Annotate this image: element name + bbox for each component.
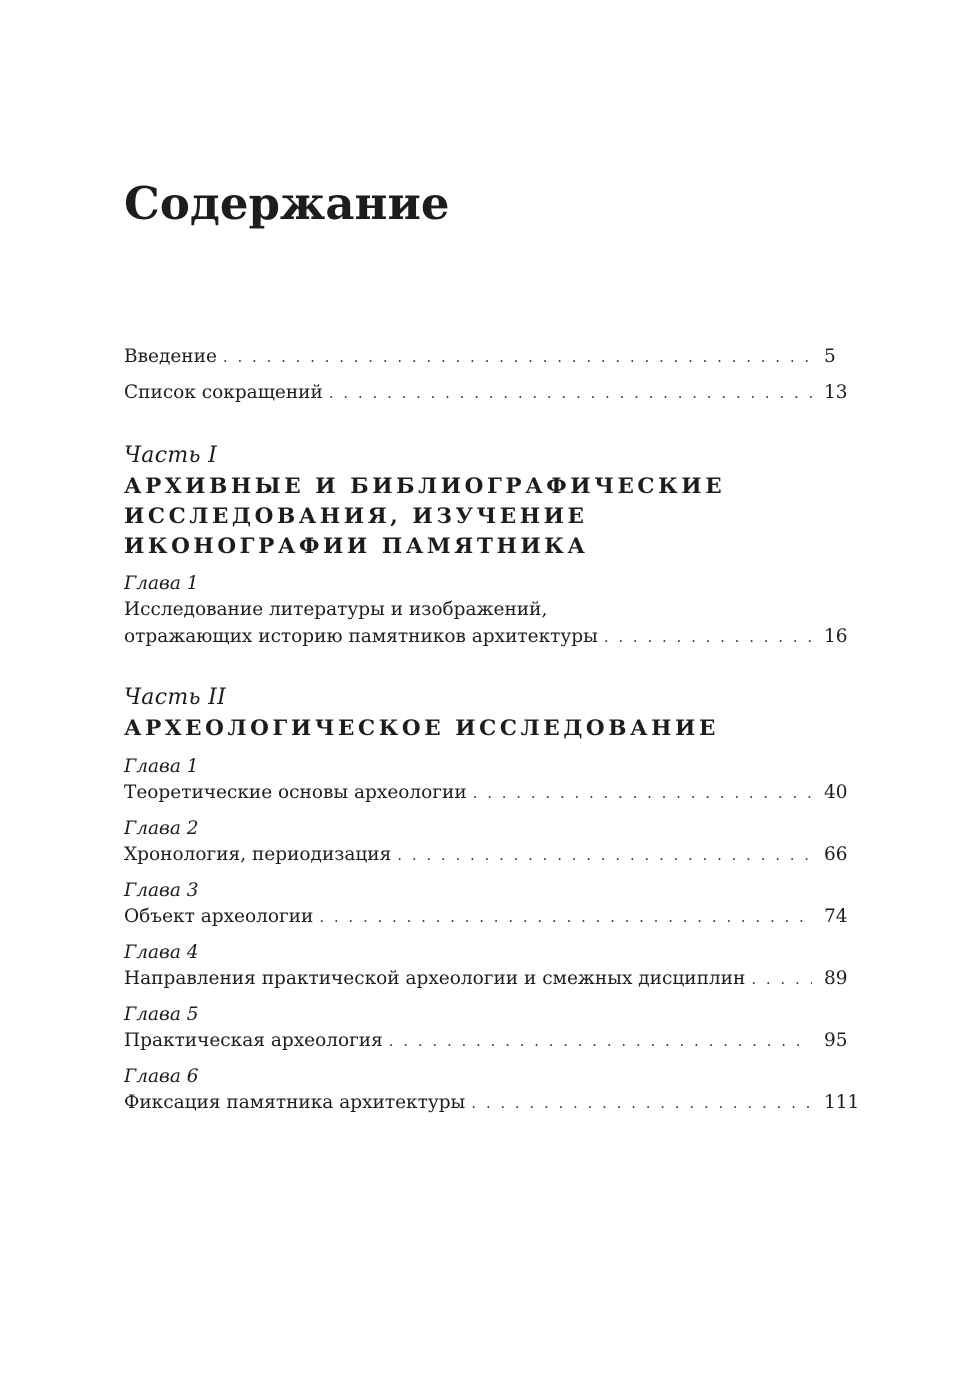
intro-entries bbox=[124, 343, 860, 406]
entry-title: Направления практической археологии и смежных дисциплин bbox=[124, 968, 746, 989]
part-label: Часть I bbox=[124, 443, 218, 468]
toc-entry-part2-chapter1[interactable] bbox=[124, 779, 860, 806]
page-number: 5 bbox=[824, 346, 836, 367]
dot-leader bbox=[751, 966, 812, 993]
entry-title: Теоретические основы археологии bbox=[124, 782, 467, 803]
entry-title: Введение bbox=[124, 346, 217, 367]
part-2-chapter-1 bbox=[124, 755, 860, 806]
toc-entry-part2-chapter5[interactable] bbox=[124, 1027, 860, 1054]
part-heading-line: АРХИВНЫЕ И БИБЛИОГРАФИЧЕСКИЕ bbox=[124, 474, 726, 499]
toc-entry-introduction[interactable] bbox=[124, 343, 860, 370]
entry-title: Хронология, периодизация bbox=[124, 844, 392, 865]
entry-title: Фиксация памятника архитектуры bbox=[124, 1092, 466, 1113]
part-heading bbox=[124, 472, 860, 562]
page-number: 13 bbox=[824, 382, 848, 403]
chapter-label: Глава 3 bbox=[124, 880, 199, 901]
toc-entry-abbreviations[interactable] bbox=[124, 379, 860, 406]
page-number: 66 bbox=[824, 844, 848, 865]
toc-entry-part2-chapter6[interactable] bbox=[124, 1089, 860, 1116]
page-number: 16 bbox=[824, 626, 848, 647]
chapter-label: Глава 4 bbox=[124, 942, 199, 963]
part-1 bbox=[124, 442, 860, 562]
page-number: 40 bbox=[824, 782, 848, 803]
toc-entry-part2-chapter2[interactable] bbox=[124, 841, 860, 868]
toc-entry-part1-chapter1[interactable] bbox=[124, 623, 860, 650]
page-number: 111 bbox=[824, 1092, 860, 1113]
chapter-label: Глава 2 bbox=[124, 818, 199, 839]
chapter-label: Глава 5 bbox=[124, 1004, 199, 1025]
part-label: Часть II bbox=[124, 685, 227, 710]
entry-title: Практическая археология bbox=[124, 1030, 383, 1051]
toc-entry-part2-chapter3[interactable] bbox=[124, 903, 860, 930]
page-number: 89 bbox=[824, 968, 848, 989]
part-2-chapter-3 bbox=[124, 879, 860, 930]
dot-leader bbox=[604, 624, 812, 651]
dot-leader bbox=[471, 1090, 812, 1117]
entry-title: отражающих историю памятников архитектуры bbox=[124, 626, 598, 647]
part-2-chapter-6 bbox=[124, 1065, 860, 1116]
dot-leader bbox=[473, 780, 812, 807]
chapter-label: Глава 1 bbox=[124, 573, 199, 594]
page-number: 74 bbox=[824, 906, 848, 927]
part-heading: АРХЕОЛОГИЧЕСКОЕ ИССЛЕДОВАНИЕ bbox=[124, 716, 719, 741]
entry-title: Объект археологии bbox=[124, 906, 314, 927]
dot-leader bbox=[223, 344, 812, 371]
dot-leader bbox=[389, 1028, 812, 1055]
entry-title-line: Исследование литературы и изображений, bbox=[124, 599, 548, 620]
part-heading-line: ИКОНОГРАФИИ ПАМЯТНИКА bbox=[124, 534, 589, 559]
dot-leader bbox=[319, 904, 812, 931]
entry-title: Список сокращений bbox=[124, 382, 323, 403]
part-2-chapter-2 bbox=[124, 817, 860, 868]
page-title: Содержание bbox=[124, 177, 450, 230]
dot-leader bbox=[329, 380, 812, 407]
dot-leader bbox=[397, 842, 812, 869]
part-heading-line: ИССЛЕДОВАНИЯ, ИЗУЧЕНИЕ bbox=[124, 504, 588, 529]
part-2-chapter-4 bbox=[124, 941, 860, 992]
chapter-label: Глава 1 bbox=[124, 756, 199, 777]
toc-entry-part2-chapter4[interactable] bbox=[124, 965, 860, 992]
part-2 bbox=[124, 684, 860, 744]
page-number: 95 bbox=[824, 1030, 848, 1051]
part-1-chapter-1 bbox=[124, 572, 860, 650]
part-2-chapter-5 bbox=[124, 1003, 860, 1054]
chapter-label: Глава 6 bbox=[124, 1066, 199, 1087]
